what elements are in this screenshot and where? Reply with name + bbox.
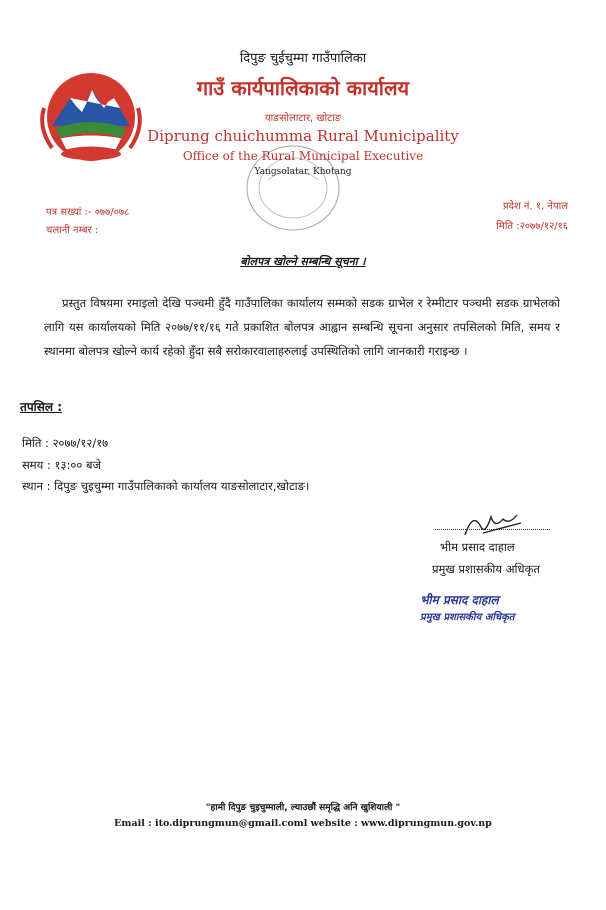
details-heading: तपसिल : bbox=[20, 400, 62, 414]
office-round-stamp bbox=[218, 140, 368, 235]
letter-number: पत्र सख्यां :- ०७७/०७८ bbox=[46, 207, 130, 218]
municipality-name-english: Diprung chuichumma Rural Municipality bbox=[147, 127, 459, 145]
address-nepali: याङसोलाटार, खोटाङ bbox=[264, 113, 342, 124]
notice-subject: बोलपत्र खोल्ने सम्बन्धि सूचना । bbox=[240, 255, 366, 268]
signatory-name: भीम प्रसाद दाहाल bbox=[440, 540, 515, 554]
name-stamp: भीम प्रसाद दाहाल bbox=[420, 593, 499, 607]
province-label: प्रदेश नं. १, नेपाल bbox=[502, 201, 568, 212]
title-stamp: प्रमुख प्रशासकीय अधिकृत bbox=[420, 612, 515, 623]
details-place: स्थान : दिपुङ चुइचुम्मा गाउँपालिकाको कार्यालय याङसोलाटार,खोटाङ। bbox=[22, 479, 310, 493]
address-english: Yangsolatar, Khotang bbox=[254, 167, 352, 177]
footer-motto: "हामी दिपुङ चुइचुम्माली, ल्याउछौं समृद्धि अनि खुशियाली " bbox=[205, 803, 401, 813]
office-title-english: Office of the Rural Municipal Executive bbox=[182, 149, 424, 163]
municipality-name-nepali: दिपुङ चुईचुम्मा गाउँपालिका bbox=[239, 51, 367, 66]
details-date: मिति : २०७७/१२/१७ bbox=[22, 436, 109, 450]
signature-line bbox=[435, 529, 550, 530]
dispatch-number: चलानी नम्बर : bbox=[46, 225, 99, 236]
details-time: समय : १३:०० बजे bbox=[22, 458, 102, 472]
letter-date: मिति :२०७७/१२/१६ bbox=[496, 221, 568, 232]
handwritten-signature bbox=[425, 505, 545, 545]
footer-contact: Email : ito.diprungmun@gmail.coml website : www.diprungmun.gov.np bbox=[114, 818, 492, 829]
signatory-title: प्रमुख प्रशासकीय अधिकृत bbox=[432, 562, 540, 576]
notice-body: प्रस्तुत विषयमा रमाइलो देखि पञ्चमी हुँदै गाउँपालिका कार्यालय सम्मको सडक ग्राभेल र रेम्मीटार पञ्चमी सडक ग्राभेलको लागि यस कार्यालयको मिति २०७७/११/१६ गते प्रकाशित बोलपत्र आह्वान सम्बन्धि सूचना अनुसार तपसिलको मिति, समय र स्थानमा बोलपत्र खोल्ने कार्य रहेको हुँदा सबै सरोकारवालाहरुलाई उपस्थितिको लागि जानकारी गराइन्छ । bbox=[44, 296, 560, 358]
office-title-nepali: गाउँ कार्यपालिकाको कार्यालय bbox=[196, 76, 410, 100]
